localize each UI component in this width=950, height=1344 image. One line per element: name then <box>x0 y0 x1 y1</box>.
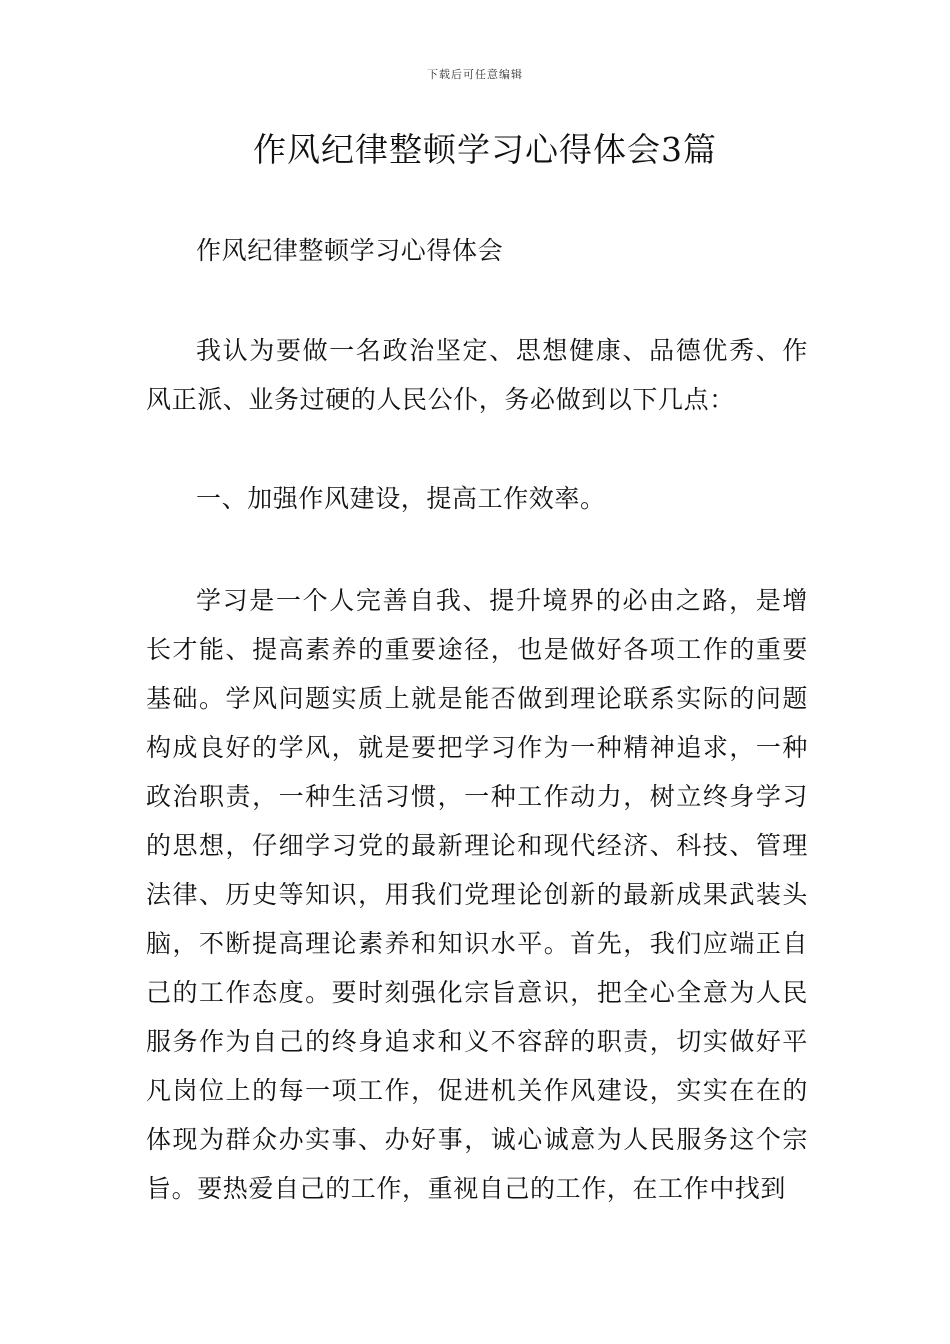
document-title: 作风纪律整顿学习心得体会3篇 <box>253 130 717 169</box>
section-one-heading: 一、加强作风建设，提高工作效率。 <box>196 484 606 513</box>
subtitle: 作风纪律整顿学习心得体会 <box>196 236 504 265</box>
intro-paragraph: 我认为要做一名政治坚定、思想健康、品德优秀、作风正派、业务过硬的人民公仆，务必做到以下几点： <box>146 336 808 414</box>
section-one-body: 学习是一个人完善自我、提升境界的必由之路，是增长才能、提高素养的重要途径，也是做好各项工作的重要基础。学风问题实质上就是能否做到理论联系实际的问题构成良好的学风，就是要把学习作为一种精神追求，一种政治职责，一种生活习惯，一种工作动力，树立终身学习的思想，仔细学习党的最新理论和现代经济、科技、管理法律、历史等知识，用我们党理论创新的最新成果武装头脑，不断提高理论素养和知识水平。首先，我们应端正自己的工作态度。要时刻强化宗旨意识，把全心全意为人民服务作为自己的终身追求和义不容辞的职责，切实做好平凡岗位上的每一项工作，促进机关作风建设，实实在在的体现为群众办实事、办好事，诚心诚意为人民服务这个宗旨。要热爱自己的工作，重视自己的工作，在工作中找到 <box>146 586 808 1203</box>
header-note: 下载后可任意编辑 <box>427 68 523 81</box>
